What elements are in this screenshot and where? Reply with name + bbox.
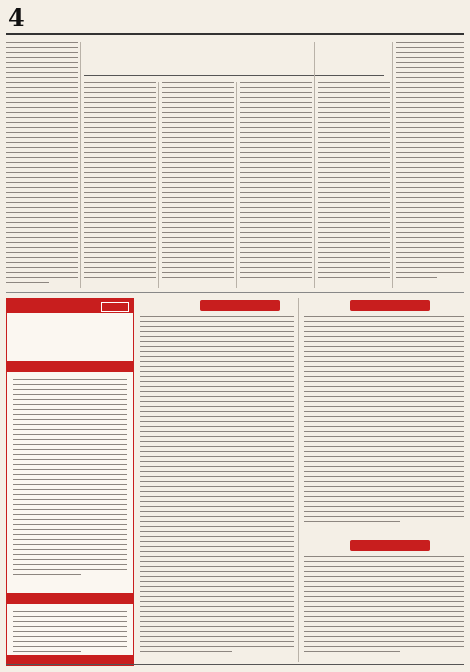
section-header: [350, 300, 430, 311]
promo-title: [13, 317, 127, 339]
promo-section-header: [7, 361, 133, 372]
column-divider: [236, 82, 237, 288]
article-column: [396, 42, 464, 282]
page-footer: [6, 664, 464, 672]
header-rule: [6, 33, 464, 35]
headline-rule: [84, 75, 384, 76]
main-headline: [84, 46, 384, 72]
article-column: [318, 82, 390, 282]
promo-badge: [101, 302, 129, 312]
promo-top-bar: [7, 299, 133, 313]
article-column: [162, 82, 234, 282]
article-column: [140, 316, 294, 656]
article-column: [240, 82, 312, 282]
section-divider: [6, 292, 464, 293]
article-column: [6, 42, 78, 287]
promo-text: [13, 611, 127, 656]
masthead-logo: [382, 6, 460, 30]
promo-text: [13, 379, 127, 579]
column-divider: [392, 42, 393, 288]
section-header: [350, 540, 430, 551]
article-column: [304, 316, 464, 526]
promo-subtitle: [13, 341, 127, 359]
page-number: 4: [8, 3, 25, 32]
column-divider: [314, 42, 315, 288]
section-header: [200, 300, 280, 311]
column-divider: [80, 42, 81, 288]
column-divider: [298, 298, 299, 662]
column-divider: [158, 82, 159, 288]
promo-section-header: [7, 593, 133, 604]
article-column: [304, 556, 464, 656]
page-header: [6, 4, 464, 34]
article-column: [84, 82, 156, 282]
promo-panel: [6, 298, 134, 666]
